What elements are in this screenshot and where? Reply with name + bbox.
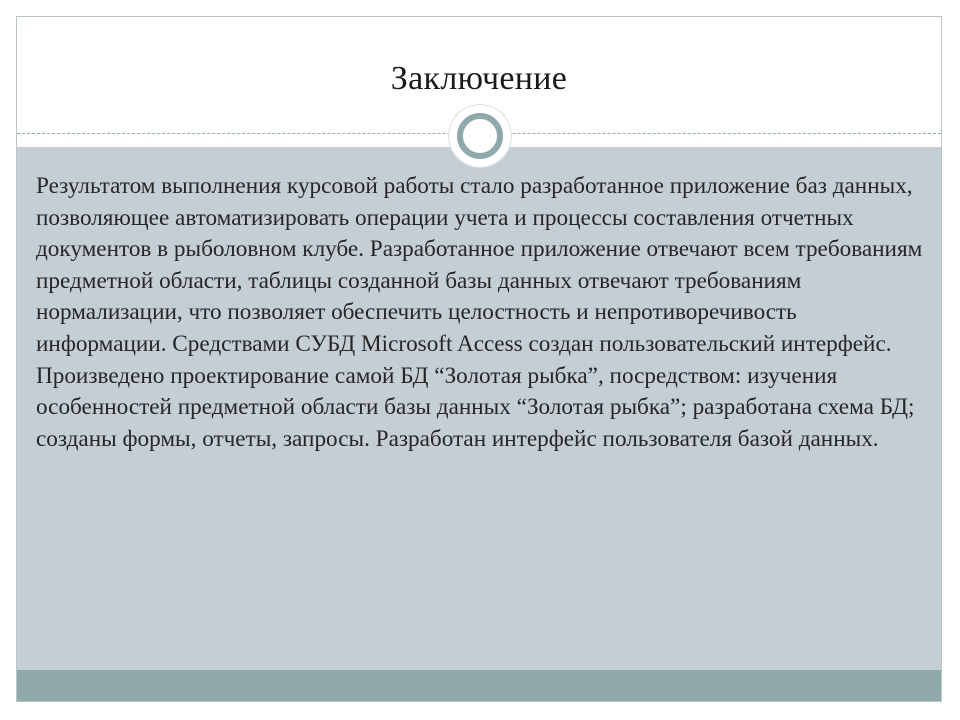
body-text: Результатом выполнения курсовой работы стало разработанное приложение баз данных, позволяющее автоматизировать операции учета и процессы составления отчетных документов в рыболовном клубе. Разработанное приложение отвечают всем требованиям предметной области, таблицы созданной базы данных отвечают требованиям нормализации, что позволяет обеспечить целостность и непротиворечивость информации. Средствами СУБД Microsoft Access создан пользовательский интерфейс. Произведено проектирование самой БД “Золотая рыбка”, посредством: изучения особенностей предметной области базы данных “Золотая рыбка”; разработана схема БД; созданы формы, отчеты, запросы. Разработан интерфейс пользователя базой данных.	[36, 173, 923, 452]
circle-ring-icon	[449, 105, 511, 167]
slide-title: Заключение	[390, 60, 568, 97]
footer-band	[17, 670, 941, 701]
ring-inner	[457, 113, 503, 159]
